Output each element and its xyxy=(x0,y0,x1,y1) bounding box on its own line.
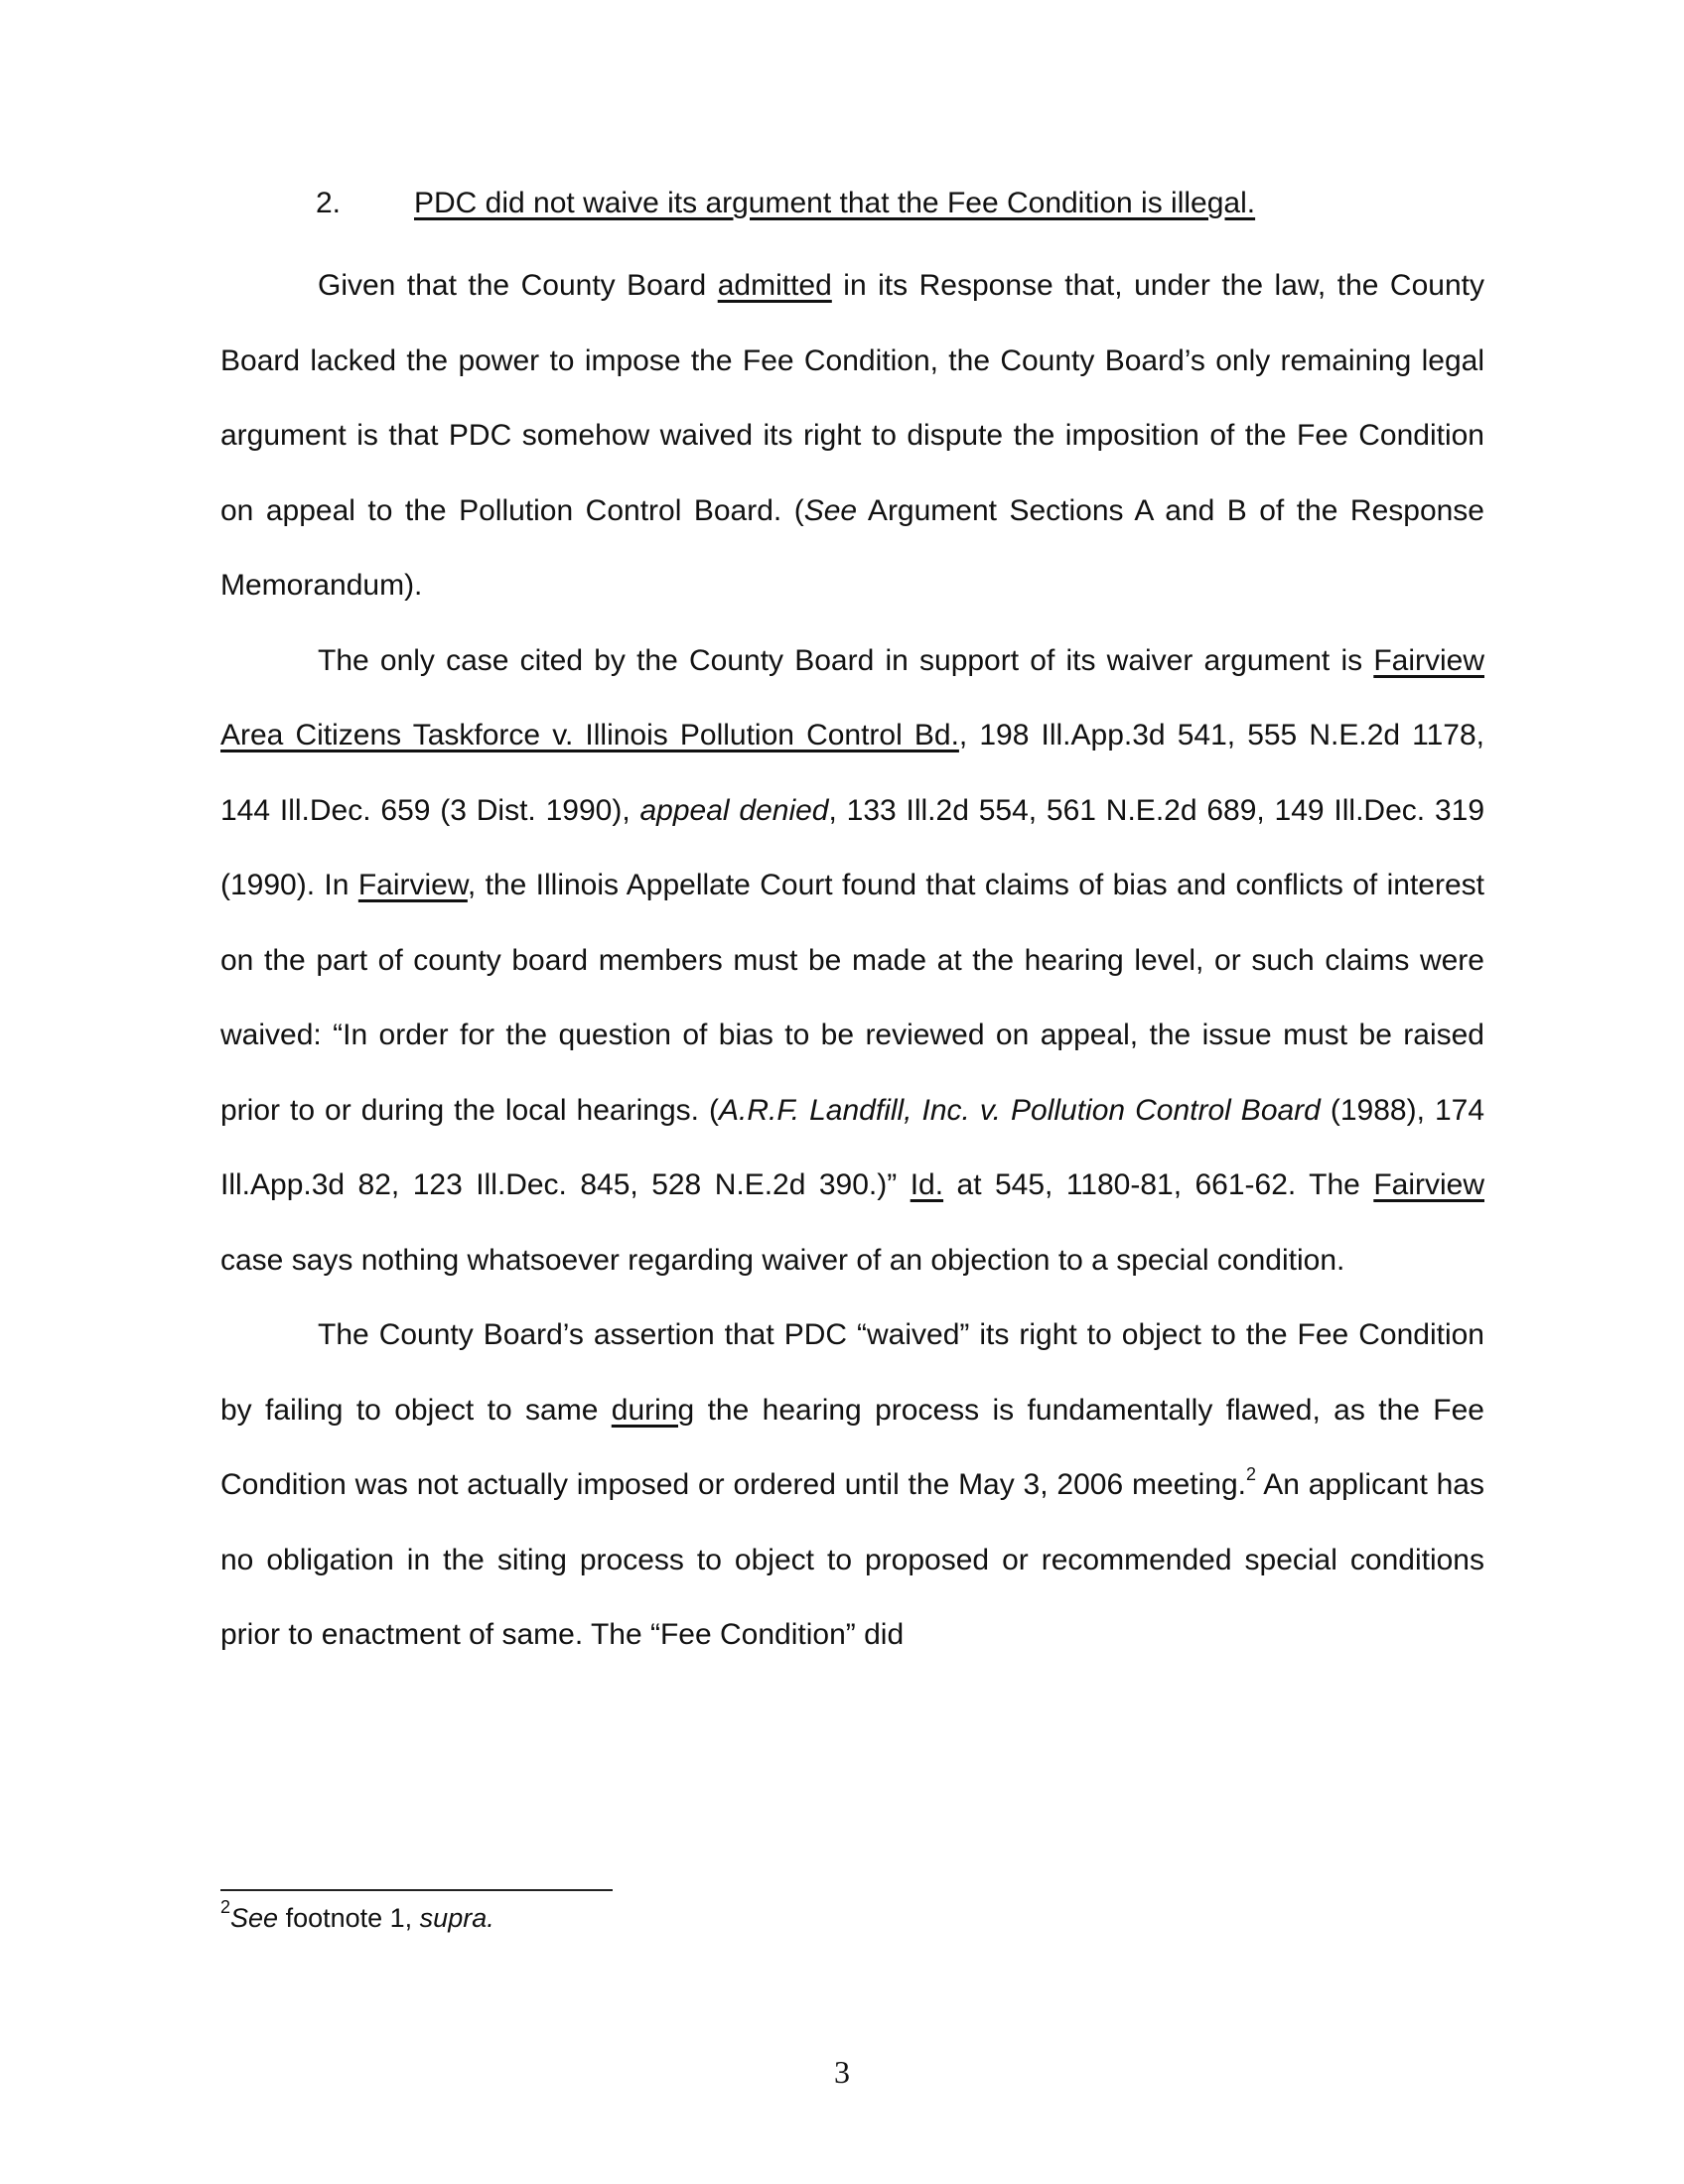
appeal-denied: appeal denied xyxy=(639,793,829,827)
p1-text-a: Given that the County Board xyxy=(318,269,718,302)
paragraph-2 xyxy=(220,623,1484,1298)
section-heading-text: PDC did not waive its argument that the Fee Condition is illegal. xyxy=(414,187,1256,219)
p2-text-g: case says nothing whatsoever regarding waiver of an objection to a special condition. xyxy=(220,1243,1345,1277)
p2-text-a: The only case cited by the County Board in support of its waiver argument is xyxy=(318,643,1374,677)
p3-text-c: An applicant has no obligation in the siting process to object to proposed or recommended special conditions prior to enactment of same. The “Fee Condition” did xyxy=(220,1468,1484,1651)
body-text xyxy=(220,248,1484,1673)
footnote-marker: 2 xyxy=(220,1897,231,1917)
footnote-see: See xyxy=(230,1903,279,1933)
p2-text-b: , 198 Ill.App.3d 541, 555 N.E.2d 1178, 144 Ill.Dec. 659 (3 Dist. 1990), xyxy=(220,719,1485,827)
signal-see: See xyxy=(803,493,858,527)
p3-text-b: the hearing process is fundamentally flawed, as the Fee Condition was not actually imposed or ordered until the May 3, 2006 meeting. xyxy=(220,1393,1484,1501)
case-name-fairview: Fairview Area Citizens Taskforce v. Illinois Pollution Control Bd. xyxy=(220,643,1484,751)
emphasis-during: during xyxy=(611,1393,695,1427)
p2-text-f: at 545, 1180-81, 661-62. The xyxy=(943,1168,1374,1201)
case-short-fairview: Fairview xyxy=(1373,1168,1484,1201)
footnote-text: footnote 1, xyxy=(278,1903,420,1933)
p2-text-c: , 133 Ill.2d 554, 561 N.E.2d 689, 149 Ill.Dec. 319 (1990). In xyxy=(220,793,1484,901)
footnote-supra: supra. xyxy=(419,1903,494,1933)
paragraph-1 xyxy=(220,248,1484,623)
p1-text-c: Argument Sections A and B of the Response Memorandum). xyxy=(220,493,1484,602)
p2-text-d: , the Illinois Appellate Court found that claims of bias and conflicts of interest on the part of county board members must be made at the hearing level, or such claims were waived: “In order for the question of bias to be reviewed on appeal, the issue must be raised prior to or during the local hearings. ( xyxy=(220,869,1484,1127)
paragraph-3 xyxy=(220,1297,1484,1673)
emphasis-admitted: admitted xyxy=(717,269,832,302)
footnote-reference: 2 xyxy=(1246,1464,1257,1484)
case-short-fairview: Fairview xyxy=(357,869,468,901)
footnote xyxy=(220,1898,494,1938)
p1-text-b: in its Response that, under the law, the County Board lacked the power to impose the Fee Condition, the County Board’s only remaining legal argument is that PDC somehow waived its right to dispute the imposition of the Fee Condition on appeal to the Pollution Control Board. ( xyxy=(220,269,1484,527)
citation-id: Id. xyxy=(910,1168,944,1201)
section-number: 2. xyxy=(316,187,342,219)
case-name-arf-landfill: A.R.F. Landfill, Inc. v. Pollution Control Board xyxy=(718,1093,1321,1127)
page-number: 3 xyxy=(834,2054,850,2090)
footnote-divider xyxy=(220,1889,613,1891)
p2-text-e: (1988), 174 Ill.App.3d 82, 123 Ill.Dec. 845, 528 N.E.2d 390.)” xyxy=(220,1093,1484,1201)
section-heading xyxy=(316,182,1255,225)
p3-text-a: The County Board’s assertion that PDC “waived” its right to object to the Fee Condition by failing to object to same xyxy=(220,1318,1484,1427)
